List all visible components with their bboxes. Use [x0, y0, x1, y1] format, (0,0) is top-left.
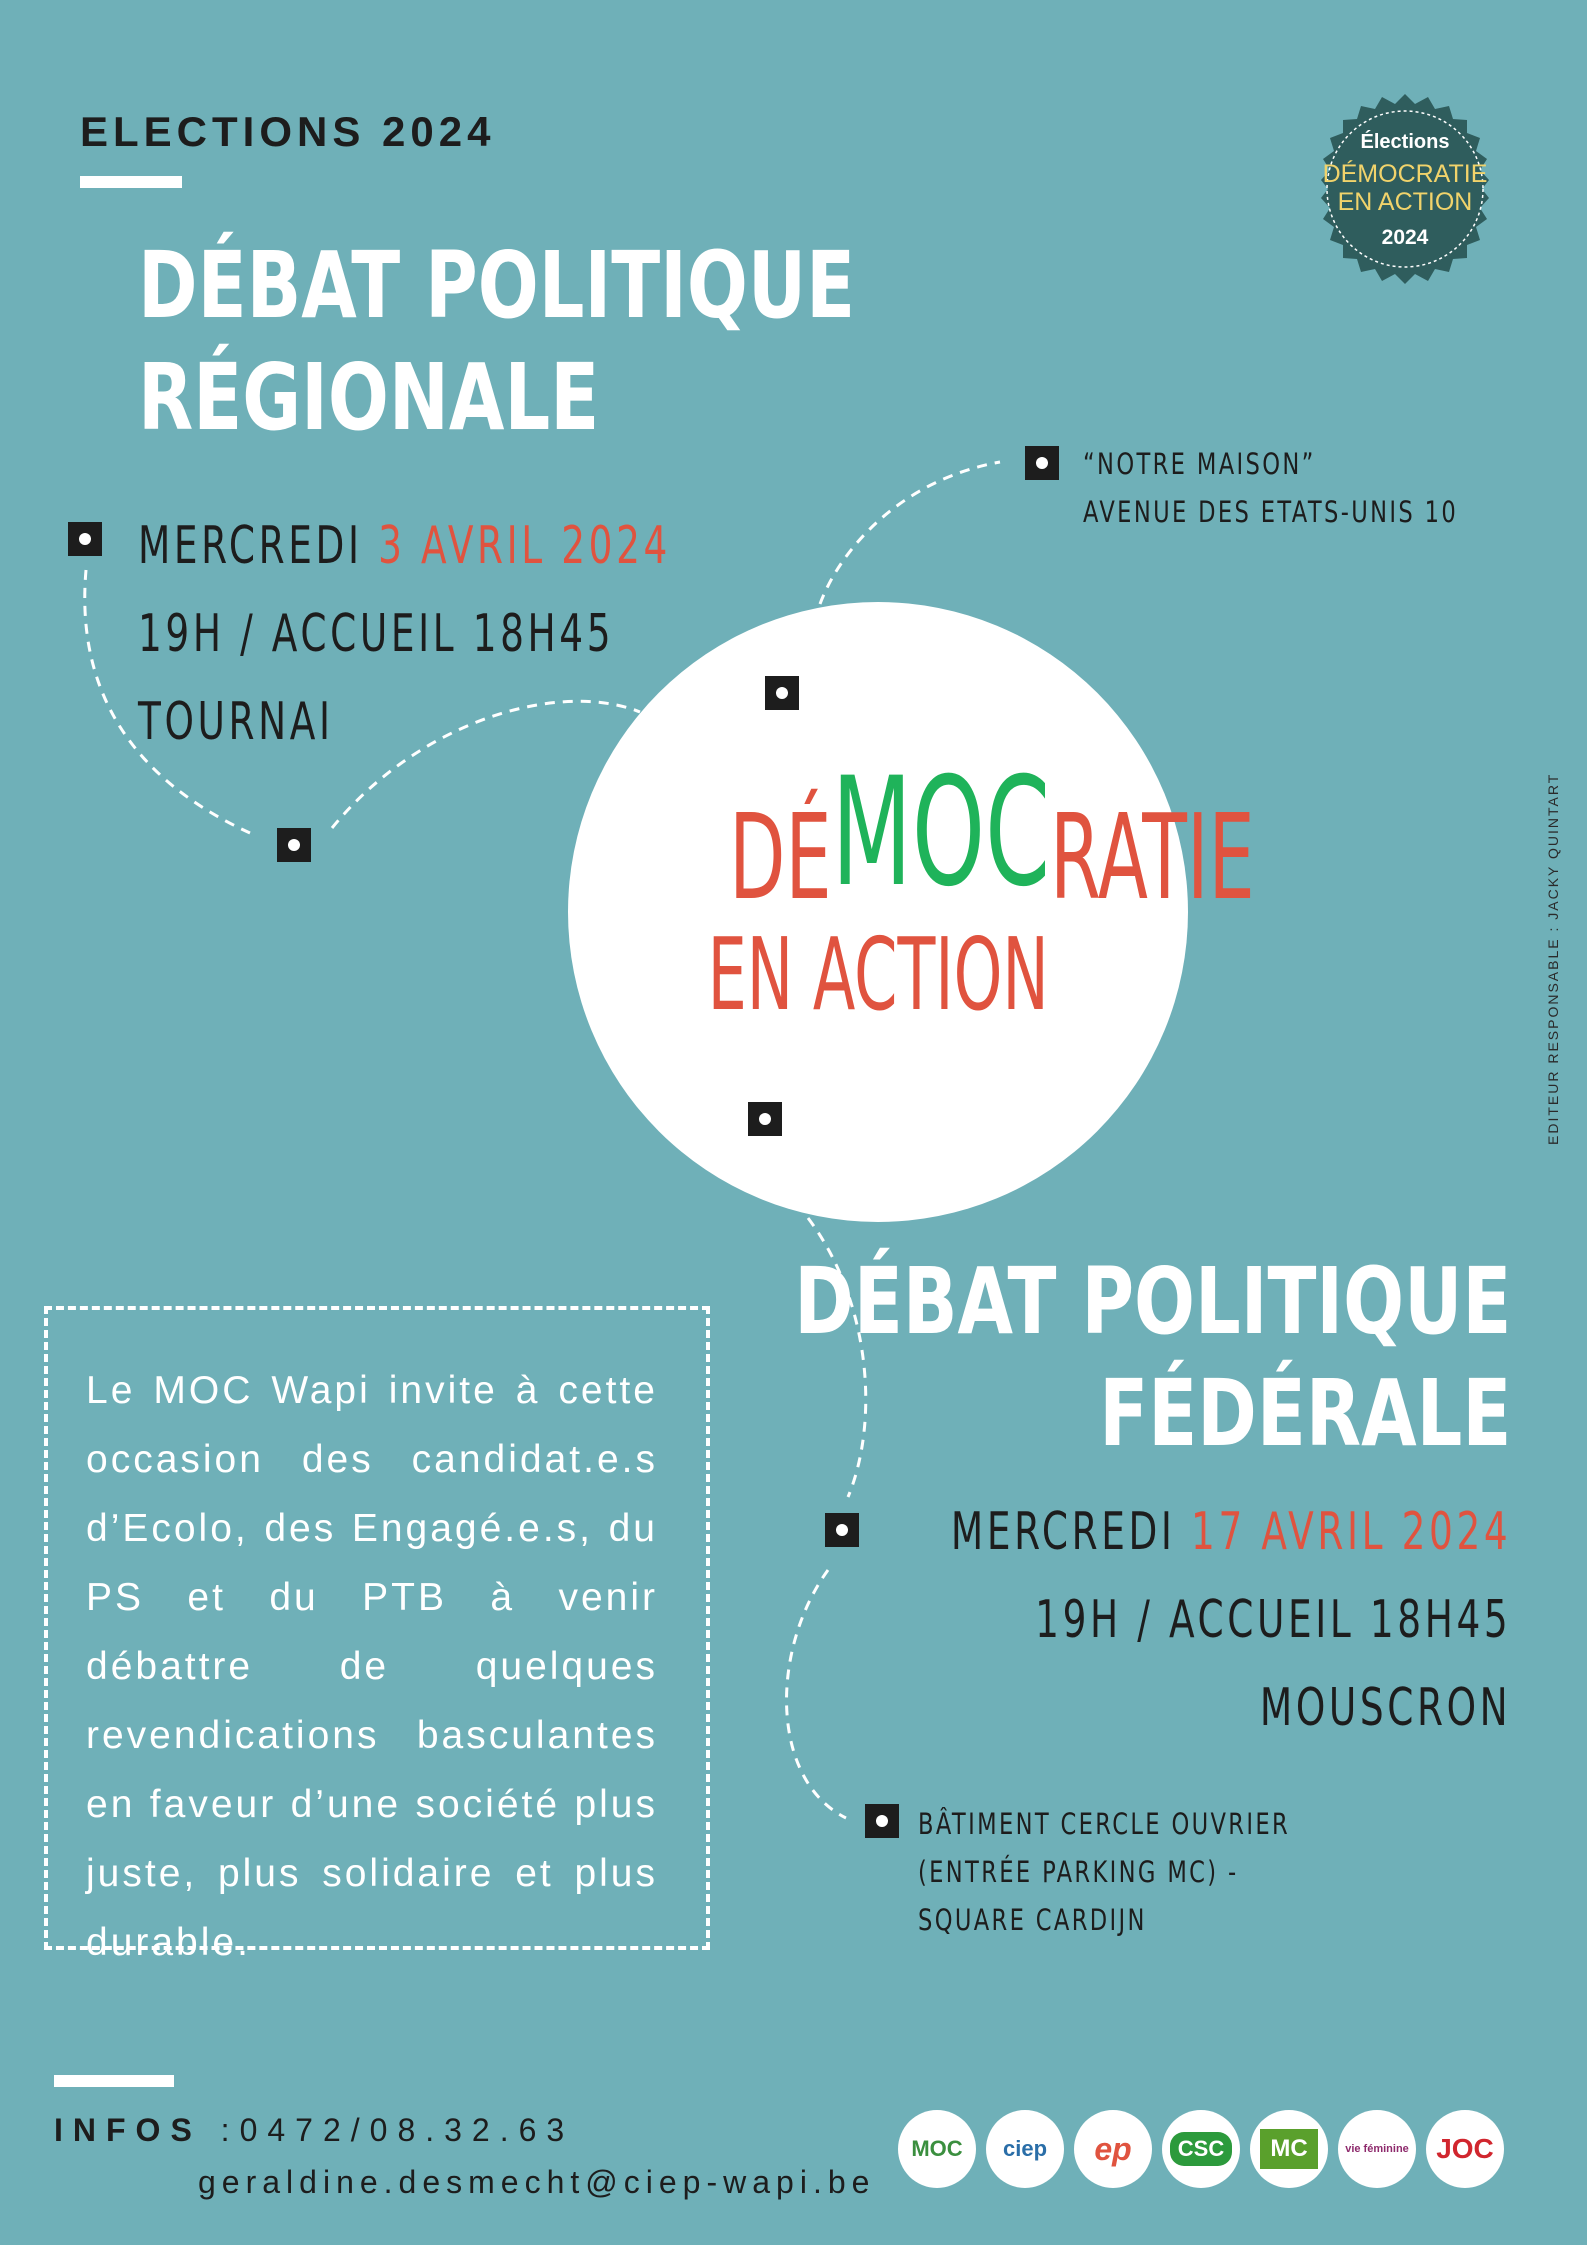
partner-logo-joc: [1426, 2110, 1504, 2188]
partner-logo-mc: [1250, 2110, 1328, 2188]
circle-marker-top: [765, 676, 799, 710]
partner-ciep-text: ciep: [1002, 2136, 1048, 2161]
connector-venue-regional: [820, 462, 1000, 604]
federal-title: [794, 1246, 1511, 1470]
federal-date-line: [951, 1488, 1511, 1576]
infos-email[interactable]: geraldine.desmecht@ciep-wapi.be: [198, 2164, 876, 2200]
logo-part-ratie: RATIE: [1050, 788, 1255, 926]
federal-marker: [825, 1513, 859, 1547]
connector-federal-bottom: [787, 1570, 846, 1818]
badge-line4: 2024: [1381, 226, 1429, 249]
federal-venue-line3: SQUARE CARDIJN: [918, 1903, 1147, 1937]
heading-underline: [80, 176, 182, 188]
partner-mc-text: MC: [1260, 2129, 1317, 2169]
elections-heading: ELECTIONS 2024: [80, 108, 496, 155]
federal-day: MERCREDI: [950, 1502, 1176, 1562]
badge-line2: DÉMOCRATIE: [1322, 160, 1488, 188]
regional-day: MERCREDI: [138, 516, 363, 576]
partner-csc-text: CSC: [1170, 2132, 1232, 2166]
editor-credit-text: EDITEUR RESPONSABLE : JACKY QUINTART: [1545, 772, 1561, 1145]
footer-rule: [54, 2075, 174, 2087]
partner-logo-vie-feminine: [1338, 2110, 1416, 2188]
regional-venue: [1083, 440, 1458, 536]
partner-logo-ciep: [986, 2110, 1064, 2188]
federal-date: 17 AVRIL 2024: [1190, 1502, 1511, 1562]
federal-venue-line1: BÂTIMENT CERCLE OUVRIER: [918, 1807, 1291, 1841]
partner-logo-moc: [898, 2110, 976, 2188]
federal-venue: [918, 1800, 1290, 1944]
federal-title-line1: DÉBAT POLITIQUE: [793, 1248, 1511, 1355]
regional-date-line: [138, 502, 671, 590]
partner-joc-text: JOC: [1436, 2133, 1494, 2164]
badge-line3: EN ACTION: [1337, 188, 1473, 216]
circle-marker-bottom: [748, 1102, 782, 1136]
logo-democratie: [568, 746, 1255, 934]
infos-phone: :0472/08.32.63: [220, 2112, 575, 2148]
description-text: Le MOC Wapi invite à cette occasion des candidat.e.s d’Ecolo, des Engagé.e.s, du PS et du PTB à venir débattre de quelques revendications basculantes en faveur d’une société plus juste, plus solidaire et plus durable.: [86, 1369, 658, 1964]
badge-line1: Élections: [1360, 131, 1450, 153]
logo-en-action: [568, 916, 1188, 1033]
partner-logo-ep: [1074, 2110, 1152, 2188]
federal-city: MOUSCRON: [1259, 1678, 1511, 1738]
federal-venue-line2: (ENTRÉE PARKING MC) -: [918, 1855, 1239, 1889]
federal-title-line2: FÉDÉRALE: [1098, 1360, 1511, 1467]
regional-title: [138, 230, 855, 454]
federal-venue-marker: [865, 1804, 899, 1838]
logo-en-action-text: EN ACTION: [707, 916, 1049, 1033]
elections-badge: [1308, 92, 1502, 286]
regional-venue-marker: [1025, 446, 1059, 480]
footer-infos: [54, 2112, 574, 2149]
logo-part-moc: MOC: [831, 746, 1051, 920]
regional-venue-line1: “NOTRE MAISON”: [1083, 447, 1316, 481]
logo-part-de: DÉ: [729, 788, 832, 926]
partner-vf-text: vie féminine: [1345, 2143, 1409, 2155]
logo-word: [729, 746, 1255, 934]
federal-time: 19H / ACCUEIL 18H45: [1034, 1590, 1511, 1650]
regional-time: 19H / ACCUEIL 18H45: [138, 604, 615, 664]
partner-ep-text: ep: [1094, 2130, 1132, 2167]
regional-venue-line2: AVENUE DES ETATS-UNIS 10: [1083, 495, 1459, 529]
regional-city: TOURNAI: [138, 692, 334, 752]
regional-title-line1: DÉBAT POLITIQUE: [138, 232, 856, 339]
federal-info: [951, 1488, 1511, 1752]
regional-marker: [68, 522, 102, 556]
regional-title-line2: RÉGIONALE: [138, 344, 600, 451]
partner-logo-csc: [1162, 2110, 1240, 2188]
connector-marker: [277, 828, 311, 862]
regional-date: 3 AVRIL 2024: [378, 516, 671, 576]
regional-info: [138, 502, 671, 766]
infos-label: INFOS: [54, 2112, 202, 2148]
partner-moc-text: MOC: [911, 2136, 963, 2161]
